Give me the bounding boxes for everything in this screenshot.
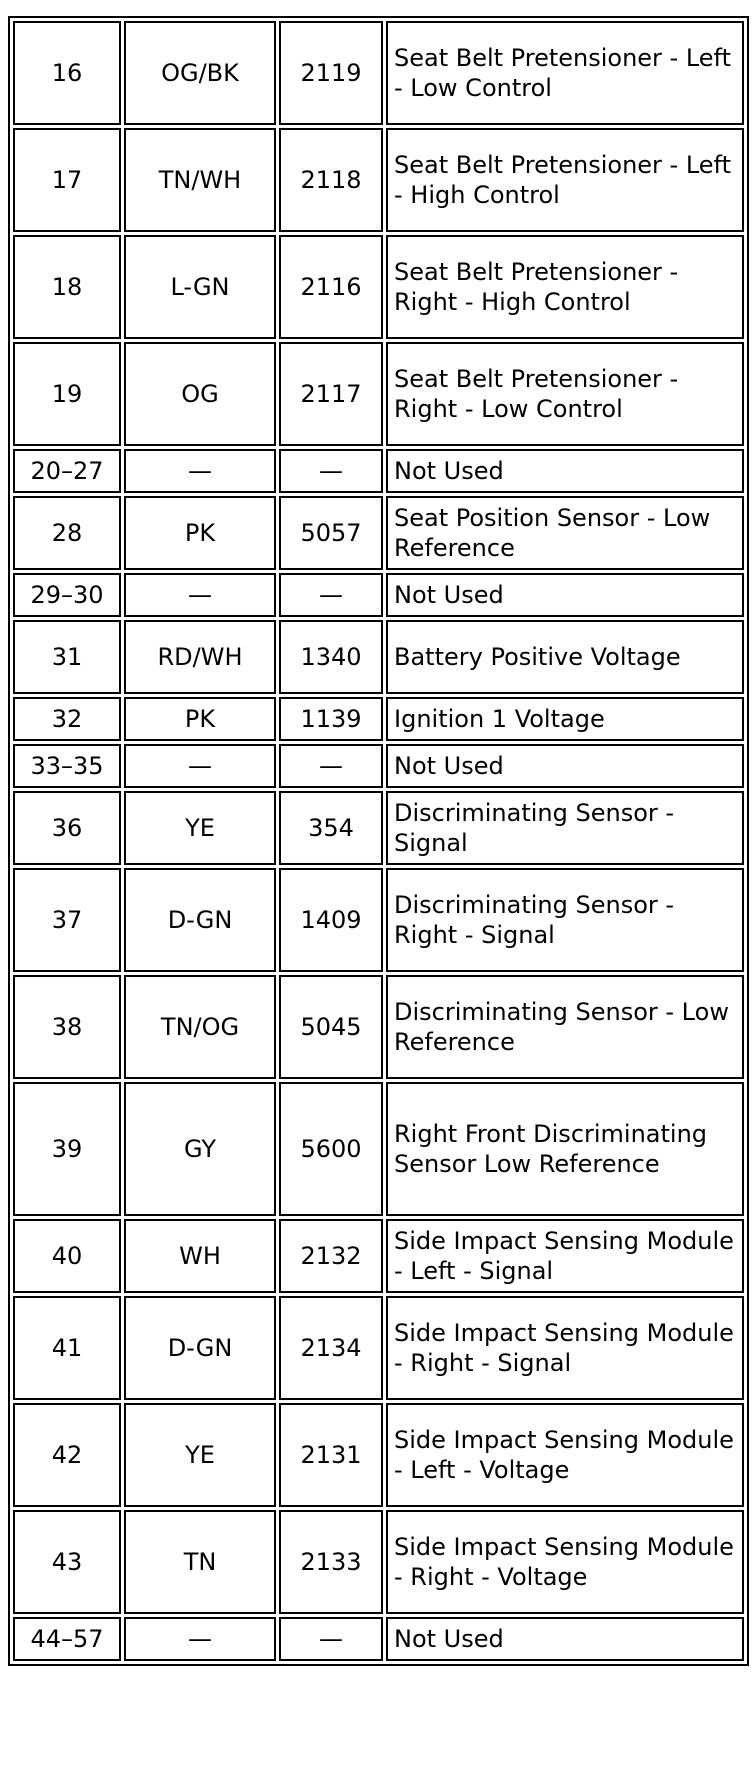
function-cell: Discriminating Sensor - Signal bbox=[386, 791, 744, 865]
pin-cell: 29–30 bbox=[13, 573, 121, 617]
table-row bbox=[13, 573, 744, 617]
circuit-number-cell: 2131 bbox=[279, 1403, 383, 1507]
function-cell: Seat Belt Pretensioner - Right - High Control bbox=[386, 235, 744, 339]
pin-cell: 40 bbox=[13, 1219, 121, 1293]
wire-color-cell: PK bbox=[124, 496, 276, 570]
table-row bbox=[13, 342, 744, 446]
table-row bbox=[13, 1617, 744, 1661]
pin-cell: 18 bbox=[13, 235, 121, 339]
pin-cell: 39 bbox=[13, 1082, 121, 1216]
function-cell: Seat Position Sensor - Low Reference bbox=[386, 496, 744, 570]
circuit-number-cell: 2134 bbox=[279, 1296, 383, 1400]
table-row bbox=[13, 620, 744, 694]
table-row bbox=[13, 697, 744, 741]
circuit-number-cell: 2133 bbox=[279, 1510, 383, 1614]
wire-color-cell: — bbox=[124, 744, 276, 788]
function-cell: Right Front Discriminating Sensor Low Reference bbox=[386, 1082, 744, 1216]
circuit-number-cell: 1139 bbox=[279, 697, 383, 741]
pin-cell: 42 bbox=[13, 1403, 121, 1507]
wire-color-cell: RD/WH bbox=[124, 620, 276, 694]
pinout-table-body bbox=[13, 21, 744, 1661]
table-row bbox=[13, 791, 744, 865]
table-row bbox=[13, 21, 744, 125]
circuit-number-cell: — bbox=[279, 449, 383, 493]
circuit-number-cell: 2132 bbox=[279, 1219, 383, 1293]
wire-color-cell: OG bbox=[124, 342, 276, 446]
pin-cell: 36 bbox=[13, 791, 121, 865]
function-cell: Not Used bbox=[386, 449, 744, 493]
pin-cell: 41 bbox=[13, 1296, 121, 1400]
pin-cell: 38 bbox=[13, 975, 121, 1079]
circuit-number-cell: — bbox=[279, 744, 383, 788]
wire-color-cell: GY bbox=[124, 1082, 276, 1216]
pin-cell: 37 bbox=[13, 868, 121, 972]
pin-cell: 43 bbox=[13, 1510, 121, 1614]
table-row bbox=[13, 1296, 744, 1400]
table-row bbox=[13, 868, 744, 972]
wire-color-cell: TN bbox=[124, 1510, 276, 1614]
pin-cell: 32 bbox=[13, 697, 121, 741]
table-row bbox=[13, 1219, 744, 1293]
table-row bbox=[13, 1082, 744, 1216]
pin-cell: 44–57 bbox=[13, 1617, 121, 1661]
circuit-number-cell: 2118 bbox=[279, 128, 383, 232]
circuit-number-cell: 2117 bbox=[279, 342, 383, 446]
wire-color-cell: — bbox=[124, 449, 276, 493]
wire-color-cell: — bbox=[124, 1617, 276, 1661]
circuit-number-cell: 5057 bbox=[279, 496, 383, 570]
function-cell: Side Impact Sensing Module - Left - Voltage bbox=[386, 1403, 744, 1507]
circuit-number-cell: 1409 bbox=[279, 868, 383, 972]
table-row bbox=[13, 975, 744, 1079]
circuit-number-cell: 2119 bbox=[279, 21, 383, 125]
function-cell: Seat Belt Pretensioner - Right - Low Control bbox=[386, 342, 744, 446]
table-row bbox=[13, 1403, 744, 1507]
function-cell: Not Used bbox=[386, 1617, 744, 1661]
circuit-number-cell: — bbox=[279, 573, 383, 617]
table-row bbox=[13, 449, 744, 493]
function-cell: Side Impact Sensing Module - Right - Signal bbox=[386, 1296, 744, 1400]
function-cell: Not Used bbox=[386, 744, 744, 788]
wire-color-cell: — bbox=[124, 573, 276, 617]
function-cell: Discriminating Sensor - Low Reference bbox=[386, 975, 744, 1079]
wire-color-cell: OG/BK bbox=[124, 21, 276, 125]
pin-cell: 17 bbox=[13, 128, 121, 232]
wire-color-cell: TN/WH bbox=[124, 128, 276, 232]
pin-cell: 16 bbox=[13, 21, 121, 125]
table-row bbox=[13, 1510, 744, 1614]
circuit-number-cell: — bbox=[279, 1617, 383, 1661]
pin-cell: 20–27 bbox=[13, 449, 121, 493]
function-cell: Ignition 1 Voltage bbox=[386, 697, 744, 741]
circuit-number-cell: 5045 bbox=[279, 975, 383, 1079]
table-row bbox=[13, 744, 744, 788]
pin-cell: 28 bbox=[13, 496, 121, 570]
connector-pinout-table bbox=[8, 16, 749, 1666]
wire-color-cell: TN/OG bbox=[124, 975, 276, 1079]
wire-color-cell: YE bbox=[124, 791, 276, 865]
wire-color-cell: WH bbox=[124, 1219, 276, 1293]
wire-color-cell: PK bbox=[124, 697, 276, 741]
function-cell: Side Impact Sensing Module - Right - Voltage bbox=[386, 1510, 744, 1614]
wire-color-cell: YE bbox=[124, 1403, 276, 1507]
function-cell: Side Impact Sensing Module - Left - Signal bbox=[386, 1219, 744, 1293]
pin-cell: 33–35 bbox=[13, 744, 121, 788]
pin-cell: 31 bbox=[13, 620, 121, 694]
circuit-number-cell: 1340 bbox=[279, 620, 383, 694]
table-row bbox=[13, 128, 744, 232]
circuit-number-cell: 354 bbox=[279, 791, 383, 865]
function-cell: Battery Positive Voltage bbox=[386, 620, 744, 694]
function-cell: Not Used bbox=[386, 573, 744, 617]
table-row bbox=[13, 496, 744, 570]
wire-color-cell: D-GN bbox=[124, 868, 276, 972]
pin-cell: 19 bbox=[13, 342, 121, 446]
table-row bbox=[13, 235, 744, 339]
wire-color-cell: D-GN bbox=[124, 1296, 276, 1400]
function-cell: Seat Belt Pretensioner - Left - Low Control bbox=[386, 21, 744, 125]
function-cell: Discriminating Sensor - Right - Signal bbox=[386, 868, 744, 972]
wire-color-cell: L-GN bbox=[124, 235, 276, 339]
function-cell: Seat Belt Pretensioner - Left - High Control bbox=[386, 128, 744, 232]
circuit-number-cell: 5600 bbox=[279, 1082, 383, 1216]
circuit-number-cell: 2116 bbox=[279, 235, 383, 339]
